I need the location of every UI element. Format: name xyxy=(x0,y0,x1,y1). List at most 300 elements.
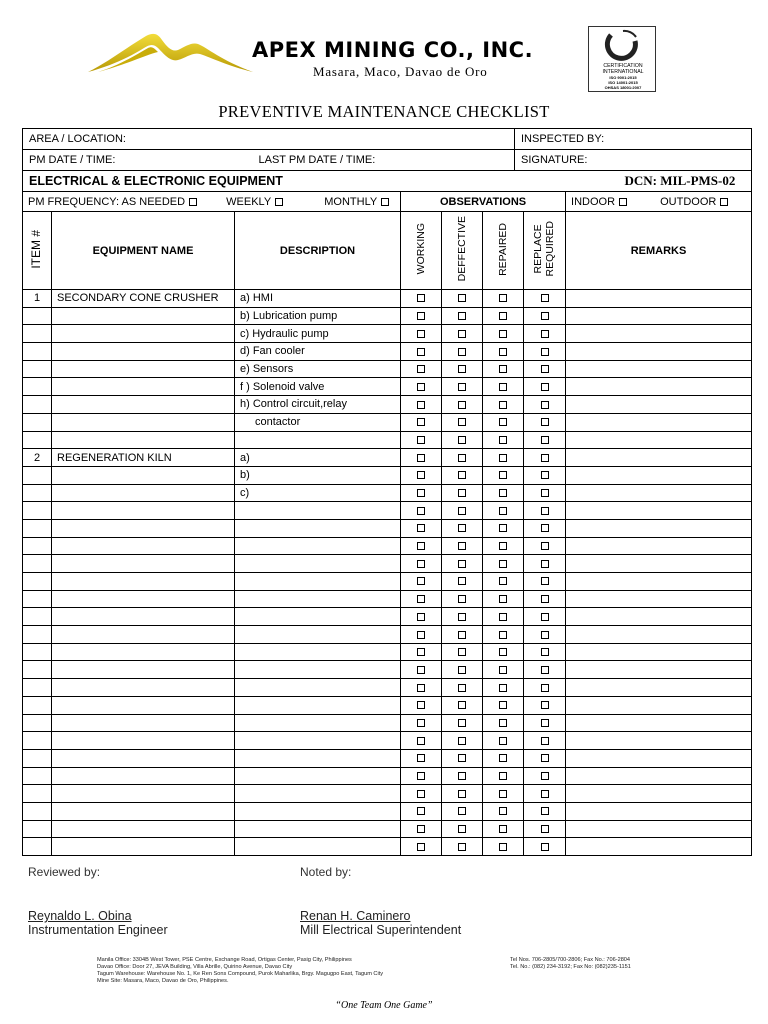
replace-required-checkbox[interactable] xyxy=(541,348,549,356)
remarks-cell[interactable] xyxy=(566,519,752,537)
defective-checkbox[interactable] xyxy=(458,383,466,391)
reviewer-title: Instrumentation Engineer xyxy=(28,923,168,937)
equipment-name-header: EQUIPMENT NAME xyxy=(52,212,235,290)
replace-required-checkbox[interactable] xyxy=(541,489,549,497)
working-cell xyxy=(401,537,442,555)
repaired-checkbox[interactable] xyxy=(499,312,507,320)
replace-required-cell xyxy=(524,413,566,431)
remarks-cell[interactable] xyxy=(566,749,752,767)
repaired-checkbox[interactable] xyxy=(499,365,507,373)
remarks-cell[interactable] xyxy=(566,449,752,467)
last-pm-date-field[interactable] xyxy=(253,150,515,171)
replace-required-cell xyxy=(524,590,566,608)
defective-checkbox[interactable] xyxy=(458,631,466,639)
equipment-name-cell: REGENERATION KILN xyxy=(52,449,235,467)
replace-required-checkbox[interactable] xyxy=(541,330,549,338)
office-addresses: Manila Office: 3304B West Tower, PSE Centre, Exchange Road, Ortigas Center, Pasig City, Philippines Davao Office: Door 27, JEVA Building, Villa Abrille, Quirino Avenue, Davao City Tagum Warehouse: Warehouse No. 1, Ke Ren Sons Compound, Purok Maharlika, Brgy. Magugpo East, Tagum City Mine Site: Masara, Maco, Davao de Oro, Philippines. xyxy=(97,957,384,984)
defective-checkbox[interactable] xyxy=(458,825,466,833)
repaired-checkbox[interactable] xyxy=(499,701,507,709)
repaired-checkbox[interactable] xyxy=(499,401,507,409)
replace-required-checkbox[interactable] xyxy=(541,383,549,391)
equipment-name-cell xyxy=(52,466,235,484)
weekly-checkbox[interactable] xyxy=(275,198,283,206)
description-cell xyxy=(235,643,401,661)
remarks-cell[interactable] xyxy=(566,502,752,520)
defective-checkbox[interactable] xyxy=(458,294,466,302)
working-checkbox[interactable] xyxy=(417,507,425,515)
equipment-name-cell xyxy=(52,767,235,785)
defective-cell xyxy=(442,396,483,414)
replace-required-cell xyxy=(524,785,566,803)
replace-required-checkbox[interactable] xyxy=(541,631,549,639)
defective-cell xyxy=(442,325,483,343)
working-checkbox[interactable] xyxy=(417,418,425,426)
repaired-checkbox[interactable] xyxy=(499,666,507,674)
repaired-checkbox[interactable] xyxy=(499,790,507,798)
repaired-checkbox[interactable] xyxy=(499,807,507,815)
replace-required-checkbox[interactable] xyxy=(541,648,549,656)
working-checkbox[interactable] xyxy=(417,365,425,373)
repaired-checkbox[interactable] xyxy=(499,418,507,426)
description-cell xyxy=(235,820,401,838)
replace-required-checkbox[interactable] xyxy=(541,595,549,603)
working-cell xyxy=(401,519,442,537)
equipment-name-cell xyxy=(52,820,235,838)
working-checkbox[interactable] xyxy=(417,294,425,302)
working-cell xyxy=(401,785,442,803)
working-checkbox[interactable] xyxy=(417,471,425,479)
description-cell: c) xyxy=(235,484,401,502)
defective-cell xyxy=(442,820,483,838)
remarks-cell[interactable] xyxy=(566,396,752,414)
defective-checkbox[interactable] xyxy=(458,489,466,497)
replace-required-cell xyxy=(524,431,566,449)
remarks-cell[interactable] xyxy=(566,626,752,644)
description-cell: contactor xyxy=(235,413,401,431)
defective-checkbox[interactable] xyxy=(458,701,466,709)
replace-required-checkbox[interactable] xyxy=(541,454,549,462)
description-cell: b) xyxy=(235,466,401,484)
working-checkbox[interactable] xyxy=(417,489,425,497)
equipment-name-cell xyxy=(52,838,235,856)
working-cell xyxy=(401,343,442,361)
repaired-checkbox[interactable] xyxy=(499,648,507,656)
svg-text:CERTIFICATION: CERTIFICATION xyxy=(603,63,643,69)
header-fields-table xyxy=(22,128,752,192)
defective-checkbox[interactable] xyxy=(458,330,466,338)
repaired-cell xyxy=(483,466,524,484)
replace-required-checkbox[interactable] xyxy=(541,418,549,426)
indoor-option[interactable]: INDOOR xyxy=(571,196,627,208)
working-checkbox[interactable] xyxy=(417,613,425,621)
remarks-cell[interactable] xyxy=(566,484,752,502)
working-checkbox[interactable] xyxy=(417,631,425,639)
repaired-checkbox[interactable] xyxy=(499,524,507,532)
working-checkbox[interactable] xyxy=(417,666,425,674)
replace-required-checkbox[interactable] xyxy=(541,772,549,780)
defective-cell xyxy=(442,749,483,767)
working-checkbox[interactable] xyxy=(417,312,425,320)
remarks-cell[interactable] xyxy=(566,838,752,856)
equipment-name-cell xyxy=(52,537,235,555)
remarks-cell[interactable] xyxy=(566,679,752,697)
defective-cell xyxy=(442,696,483,714)
defective-cell xyxy=(442,360,483,378)
remarks-cell[interactable] xyxy=(566,343,752,361)
repaired-checkbox[interactable] xyxy=(499,825,507,833)
table-row xyxy=(23,732,752,750)
replace-required-checkbox[interactable] xyxy=(541,807,549,815)
item-number-cell xyxy=(23,431,52,449)
description-cell xyxy=(235,661,401,679)
working-checkbox[interactable] xyxy=(417,684,425,692)
defective-checkbox[interactable] xyxy=(458,843,466,851)
defective-checkbox[interactable] xyxy=(458,524,466,532)
working-cell xyxy=(401,661,442,679)
working-cell xyxy=(401,714,442,732)
letterhead xyxy=(0,0,768,100)
equipment-name-cell xyxy=(52,360,235,378)
defective-checkbox[interactable] xyxy=(458,807,466,815)
repaired-cell xyxy=(483,608,524,626)
replace-required-cell xyxy=(524,820,566,838)
equipment-name-cell xyxy=(52,608,235,626)
item-number-cell xyxy=(23,555,52,573)
equipment-name-cell xyxy=(52,785,235,803)
replace-required-checkbox[interactable] xyxy=(541,843,549,851)
outdoor-option[interactable]: OUTDOOR xyxy=(660,196,728,208)
area-location-label: AREA / LOCATION: xyxy=(29,133,126,145)
noter-name: Renan H. Caminero xyxy=(300,909,411,923)
replace-required-checkbox[interactable] xyxy=(541,312,549,320)
remarks-cell[interactable] xyxy=(566,643,752,661)
remarks-cell[interactable] xyxy=(566,696,752,714)
replace-required-cell xyxy=(524,767,566,785)
remarks-cell[interactable] xyxy=(566,608,752,626)
working-checkbox[interactable] xyxy=(417,843,425,851)
replace-required-checkbox[interactable] xyxy=(541,560,549,568)
remarks-cell[interactable] xyxy=(566,820,752,838)
defective-cell xyxy=(442,466,483,484)
item-number-cell xyxy=(23,679,52,697)
monthly-option[interactable]: MONTHLY xyxy=(324,196,389,208)
replace-required-checkbox[interactable] xyxy=(541,524,549,532)
defective-cell xyxy=(442,484,483,502)
working-cell xyxy=(401,307,442,325)
as-needed-checkbox[interactable] xyxy=(189,198,197,206)
defective-checkbox[interactable] xyxy=(458,348,466,356)
repaired-cell xyxy=(483,573,524,591)
defective-checkbox[interactable] xyxy=(458,560,466,568)
repaired-checkbox[interactable] xyxy=(499,507,507,515)
company-address: Masara, Maco, Davao de Oro xyxy=(313,64,488,79)
item-number-cell xyxy=(23,696,52,714)
repaired-checkbox[interactable] xyxy=(499,577,507,585)
replace-required-cell xyxy=(524,714,566,732)
location-type-row xyxy=(566,192,752,212)
repaired-cell xyxy=(483,626,524,644)
item-number-cell xyxy=(23,626,52,644)
replace-required-checkbox[interactable] xyxy=(541,365,549,373)
remarks-cell[interactable] xyxy=(566,767,752,785)
repaired-checkbox[interactable] xyxy=(499,471,507,479)
repaired-checkbox[interactable] xyxy=(499,631,507,639)
working-checkbox[interactable] xyxy=(417,648,425,656)
replace-required-checkbox[interactable] xyxy=(541,790,549,798)
signature-field[interactable] xyxy=(515,150,752,171)
replace-required-checkbox[interactable] xyxy=(541,666,549,674)
defective-checkbox[interactable] xyxy=(458,507,466,515)
as-needed-option[interactable]: PM FREQUENCY: AS NEEDED xyxy=(28,196,197,208)
equipment-name-cell xyxy=(52,802,235,820)
equipment-name-cell xyxy=(52,484,235,502)
table-row xyxy=(23,767,752,785)
replace-required-checkbox[interactable] xyxy=(541,754,549,762)
working-checkbox[interactable] xyxy=(417,542,425,550)
remarks-cell[interactable] xyxy=(566,360,752,378)
working-cell xyxy=(401,749,442,767)
pm-date-field[interactable] xyxy=(23,150,253,171)
working-checkbox[interactable] xyxy=(417,560,425,568)
repaired-cell xyxy=(483,413,524,431)
inspected-by-field[interactable] xyxy=(515,129,752,150)
equipment-name-cell xyxy=(52,643,235,661)
replace-required-checkbox[interactable] xyxy=(541,294,549,302)
working-checkbox[interactable] xyxy=(417,790,425,798)
outdoor-checkbox[interactable] xyxy=(720,198,728,206)
working-cell xyxy=(401,290,442,308)
replace-required-checkbox[interactable] xyxy=(541,401,549,409)
remarks-cell[interactable] xyxy=(566,378,752,396)
replace-required-checkbox[interactable] xyxy=(541,684,549,692)
description-cell xyxy=(235,626,401,644)
defective-checkbox[interactable] xyxy=(458,577,466,585)
item-number-cell xyxy=(23,325,52,343)
item-number-cell xyxy=(23,838,52,856)
description-cell: b) Lubrication pump xyxy=(235,307,401,325)
item-number-cell xyxy=(23,714,52,732)
svg-text:ISO 14001:2015: ISO 14001:2015 xyxy=(608,80,638,85)
remarks-cell[interactable] xyxy=(566,590,752,608)
working-checkbox[interactable] xyxy=(417,383,425,391)
working-header: WORKING xyxy=(401,212,442,290)
working-checkbox[interactable] xyxy=(417,772,425,780)
repaired-checkbox[interactable] xyxy=(499,330,507,338)
working-checkbox[interactable] xyxy=(417,701,425,709)
working-checkbox[interactable] xyxy=(417,436,425,444)
remarks-cell[interactable] xyxy=(566,325,752,343)
repaired-cell xyxy=(483,502,524,520)
repaired-checkbox[interactable] xyxy=(499,737,507,745)
working-checkbox[interactable] xyxy=(417,348,425,356)
repaired-cell xyxy=(483,555,524,573)
item-number-cell xyxy=(23,396,52,414)
remarks-cell[interactable] xyxy=(566,785,752,803)
defective-checkbox[interactable] xyxy=(458,542,466,550)
defective-checkbox[interactable] xyxy=(458,613,466,621)
working-checkbox[interactable] xyxy=(417,577,425,585)
defective-checkbox[interactable] xyxy=(458,790,466,798)
remarks-cell[interactable] xyxy=(566,555,752,573)
working-checkbox[interactable] xyxy=(417,737,425,745)
working-checkbox[interactable] xyxy=(417,825,425,833)
repaired-checkbox[interactable] xyxy=(499,294,507,302)
table-row xyxy=(23,608,752,626)
working-cell xyxy=(401,696,442,714)
replace-required-checkbox[interactable] xyxy=(541,737,549,745)
replace-required-checkbox[interactable] xyxy=(541,719,549,727)
defective-cell xyxy=(442,714,483,732)
repaired-cell xyxy=(483,519,524,537)
item-number-cell xyxy=(23,643,52,661)
working-checkbox[interactable] xyxy=(417,330,425,338)
weekly-option[interactable]: WEEKLY xyxy=(226,196,283,208)
repaired-checkbox[interactable] xyxy=(499,383,507,391)
remarks-cell[interactable] xyxy=(566,290,752,308)
working-checkbox[interactable] xyxy=(417,595,425,603)
defective-checkbox[interactable] xyxy=(458,648,466,656)
item-number-cell xyxy=(23,502,52,520)
repaired-checkbox[interactable] xyxy=(499,772,507,780)
equipment-name-cell xyxy=(52,555,235,573)
replace-required-checkbox[interactable] xyxy=(541,507,549,515)
defective-cell xyxy=(442,502,483,520)
defective-checkbox[interactable] xyxy=(458,684,466,692)
defective-checkbox[interactable] xyxy=(458,754,466,762)
last-pm-date-label: LAST PM DATE / TIME: xyxy=(258,154,376,166)
defective-checkbox[interactable] xyxy=(458,595,466,603)
defective-checkbox[interactable] xyxy=(458,772,466,780)
remarks-cell[interactable] xyxy=(566,802,752,820)
table-row xyxy=(23,466,752,484)
table-row xyxy=(23,343,752,361)
defective-checkbox[interactable] xyxy=(458,401,466,409)
working-checkbox[interactable] xyxy=(417,807,425,815)
defective-cell xyxy=(442,519,483,537)
equipment-name-cell xyxy=(52,714,235,732)
defective-checkbox[interactable] xyxy=(458,418,466,426)
replace-required-cell xyxy=(524,466,566,484)
replace-required-checkbox[interactable] xyxy=(541,825,549,833)
repaired-cell xyxy=(483,360,524,378)
working-cell xyxy=(401,502,442,520)
working-cell xyxy=(401,590,442,608)
defective-cell xyxy=(442,537,483,555)
indoor-checkbox[interactable] xyxy=(619,198,627,206)
working-checkbox[interactable] xyxy=(417,401,425,409)
remarks-cell[interactable] xyxy=(566,466,752,484)
defective-checkbox[interactable] xyxy=(458,719,466,727)
defective-cell xyxy=(442,802,483,820)
replace-required-checkbox[interactable] xyxy=(541,613,549,621)
repaired-checkbox[interactable] xyxy=(499,454,507,462)
repaired-checkbox[interactable] xyxy=(499,754,507,762)
defective-checkbox[interactable] xyxy=(458,737,466,745)
remarks-cell[interactable] xyxy=(566,732,752,750)
replace-required-checkbox[interactable] xyxy=(541,577,549,585)
working-cell xyxy=(401,626,442,644)
remarks-cell[interactable] xyxy=(566,431,752,449)
repaired-checkbox[interactable] xyxy=(499,595,507,603)
repaired-checkbox[interactable] xyxy=(499,684,507,692)
repaired-checkbox[interactable] xyxy=(499,560,507,568)
working-cell xyxy=(401,820,442,838)
svg-text:OHSAS 18001:2007: OHSAS 18001:2007 xyxy=(604,85,642,90)
item-number-cell xyxy=(23,378,52,396)
description-cell xyxy=(235,431,401,449)
replace-required-checkbox[interactable] xyxy=(541,701,549,709)
defective-checkbox[interactable] xyxy=(458,436,466,444)
working-checkbox[interactable] xyxy=(417,719,425,727)
replace-required-checkbox[interactable] xyxy=(541,471,549,479)
working-checkbox[interactable] xyxy=(417,754,425,762)
defective-checkbox[interactable] xyxy=(458,312,466,320)
remarks-cell[interactable] xyxy=(566,307,752,325)
repaired-checkbox[interactable] xyxy=(499,489,507,497)
table-row xyxy=(23,325,752,343)
defective-checkbox[interactable] xyxy=(458,471,466,479)
working-checkbox[interactable] xyxy=(417,524,425,532)
area-location-field[interactable] xyxy=(23,129,515,150)
table-row xyxy=(23,590,752,608)
replace-required-cell xyxy=(524,307,566,325)
defective-checkbox[interactable] xyxy=(458,365,466,373)
repaired-cell xyxy=(483,537,524,555)
replace-required-checkbox[interactable] xyxy=(541,542,549,550)
defective-checkbox[interactable] xyxy=(458,454,466,462)
replace-required-cell xyxy=(524,643,566,661)
description-cell xyxy=(235,714,401,732)
replace-required-cell xyxy=(524,519,566,537)
remarks-header: REMARKS xyxy=(566,212,752,290)
remarks-cell[interactable] xyxy=(566,573,752,591)
remarks-cell[interactable] xyxy=(566,714,752,732)
replace-required-cell xyxy=(524,396,566,414)
defective-cell xyxy=(442,378,483,396)
working-cell xyxy=(401,767,442,785)
working-cell xyxy=(401,360,442,378)
table-row xyxy=(23,555,752,573)
table-row xyxy=(23,502,752,520)
repaired-checkbox[interactable] xyxy=(499,348,507,356)
table-row xyxy=(23,360,752,378)
repaired-checkbox[interactable] xyxy=(499,542,507,550)
monthly-checkbox[interactable] xyxy=(381,198,389,206)
repaired-checkbox[interactable] xyxy=(499,843,507,851)
remarks-cell[interactable] xyxy=(566,537,752,555)
working-cell xyxy=(401,325,442,343)
defective-checkbox[interactable] xyxy=(458,666,466,674)
replace-required-checkbox[interactable] xyxy=(541,436,549,444)
equipment-name-cell xyxy=(52,732,235,750)
remarks-cell[interactable] xyxy=(566,661,752,679)
working-checkbox[interactable] xyxy=(417,454,425,462)
repaired-checkbox[interactable] xyxy=(499,436,507,444)
description-header: DESCRIPTION xyxy=(235,212,401,290)
item-number-cell xyxy=(23,749,52,767)
repaired-checkbox[interactable] xyxy=(499,719,507,727)
table-row xyxy=(23,802,752,820)
defective-cell xyxy=(442,290,483,308)
table-row xyxy=(23,573,752,591)
table-row xyxy=(23,785,752,803)
item-number-cell xyxy=(23,820,52,838)
equipment-name-cell xyxy=(52,431,235,449)
table-row xyxy=(23,449,752,467)
repaired-checkbox[interactable] xyxy=(499,613,507,621)
remarks-cell[interactable] xyxy=(566,413,752,431)
repaired-cell xyxy=(483,732,524,750)
